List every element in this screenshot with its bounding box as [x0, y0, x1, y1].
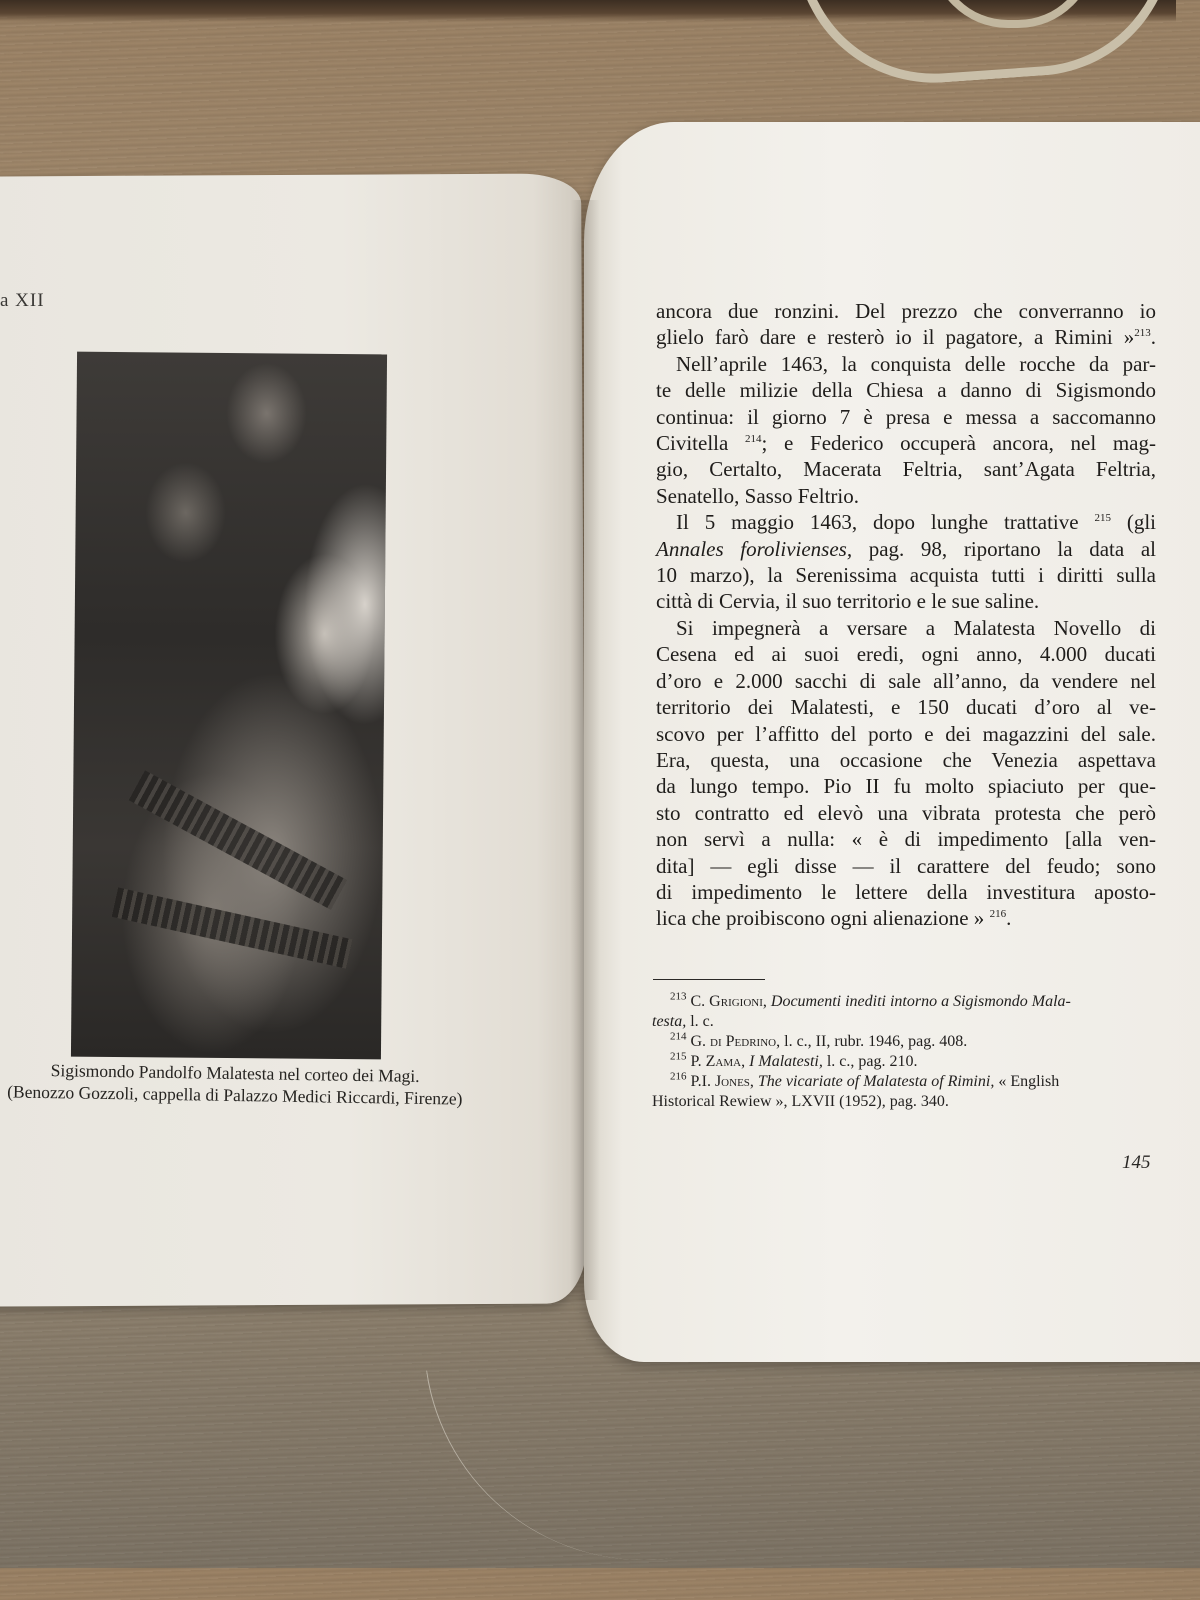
text-line: Era, questa, una occasione che Venezia aspettava — [656, 747, 1156, 772]
text-line: d’oro e 2.000 sacchi di sale all’anno, da vendere nel — [656, 668, 1156, 693]
text-line: ancora due ronzini. Del prezzo che converranno io — [656, 299, 1156, 323]
text-line: lica che proibiscono ogni alienazione » $^{216}$. — [656, 906, 1012, 931]
text-line: te delle milizie della Chiesa a danno di Sigismondo — [656, 378, 1156, 403]
footnote-215: $^{215}$ P. Zama, I Malatesti, l. c., pag. 210. — [670, 1050, 918, 1070]
footnote-213-cont: testa, l. c. — [652, 1013, 714, 1030]
fresco-illustration — [71, 352, 387, 1060]
caption-line-1: Sigismondo Pandolfo Malatesta nel corteo dei Magi. — [50, 1060, 420, 1086]
text-line: di impedimento le lettere della investitura aposto- — [656, 879, 1156, 904]
footnote-ref: 215 — [1094, 512, 1111, 525]
footnote-ref: 213 — [1134, 327, 1151, 340]
text-line: 10 marzo), la Serenissima acquista tutti i diritti sulla — [656, 563, 1156, 588]
text-line: non servì a nulla: « è di impedimento [alla ven- — [656, 827, 1156, 852]
table-scratch — [426, 1332, 735, 1589]
text-line: da lungo tempo. Pio II fu molto spiaciuto per que- — [656, 774, 1156, 799]
text-line: Civitella $^{214}$; e Federico occuperà ancora, nel mag- — [656, 431, 1156, 456]
text-line: città di Cervia, il suo territorio e le sue saline. — [656, 589, 1040, 614]
text-line: gio, Certalto, Macerata Feltria, sant’Agata Feltria, — [656, 457, 1156, 482]
figure-caption — [0, 1058, 470, 1109]
page-number: 145 — [1122, 1152, 1151, 1173]
horse-harness — [129, 770, 347, 910]
text-line: territorio dei Malatesti, e 150 ducati d’oro al ve- — [656, 695, 1156, 720]
body-text — [656, 298, 1156, 932]
footnote-ref: 216 — [989, 908, 1007, 921]
footnote-ref: 214 — [745, 433, 762, 446]
footnote-213: $^{213}$ C. Grigioni, Documenti inediti intorno a Sigismondo Mala- — [670, 990, 1071, 1010]
text-line: Senatello, Sasso Feltrio. — [656, 483, 859, 508]
text-line: continua: il giorno 7 è presa e messa a saccomanno — [656, 404, 1156, 429]
text-line: Nell’aprile 1463, la conquista delle rocche da par- — [676, 351, 1156, 376]
text-line: scovo per l’affitto del porto e dei magazzini del sale. — [656, 721, 1156, 746]
caption-line-2: (Benozzo Gozzoli, cappella di Palazzo Medici Riccardi, Firenze) — [7, 1081, 463, 1109]
footnote-214: $^{214}$ G. di Pedrino, l. c., II, rubr. 1946, pag. 408. — [670, 1030, 968, 1050]
text-line: Si impegnerà a versare a Malatesta Novello di — [676, 615, 1156, 640]
text-line: dita] — egli disse — il carattere del feudo; sono — [656, 853, 1156, 878]
text-line: Annales forolivienses, pag. 98, riportano la data al — [656, 536, 1156, 561]
running-head: a XII — [0, 290, 45, 311]
footnote-216-cont: Historical Rewiew », LXVII (1952), pag. 340. — [652, 1093, 949, 1110]
text-line: Il 5 maggio 1463, dopo lunghe trattative $^{215}$ (gli — [676, 510, 1156, 535]
text-line: sto contratto ed elevò una vibrata protesta che però — [656, 800, 1156, 825]
footnote-216: $^{216}$ P.I. Jones, The vicariate of Malatesta of Rimini, « English — [670, 1070, 1060, 1090]
footnotes — [652, 992, 1157, 1112]
gutter — [570, 200, 600, 1300]
text-line: Cesena ed ai suoi eredi, ogni anno, 4.000 ducati — [656, 642, 1156, 667]
text-line: glielo farò dare e resterò io il pagatore, a Rimini »$^{213}$. — [656, 325, 1156, 350]
footnote-separator — [653, 979, 765, 980]
